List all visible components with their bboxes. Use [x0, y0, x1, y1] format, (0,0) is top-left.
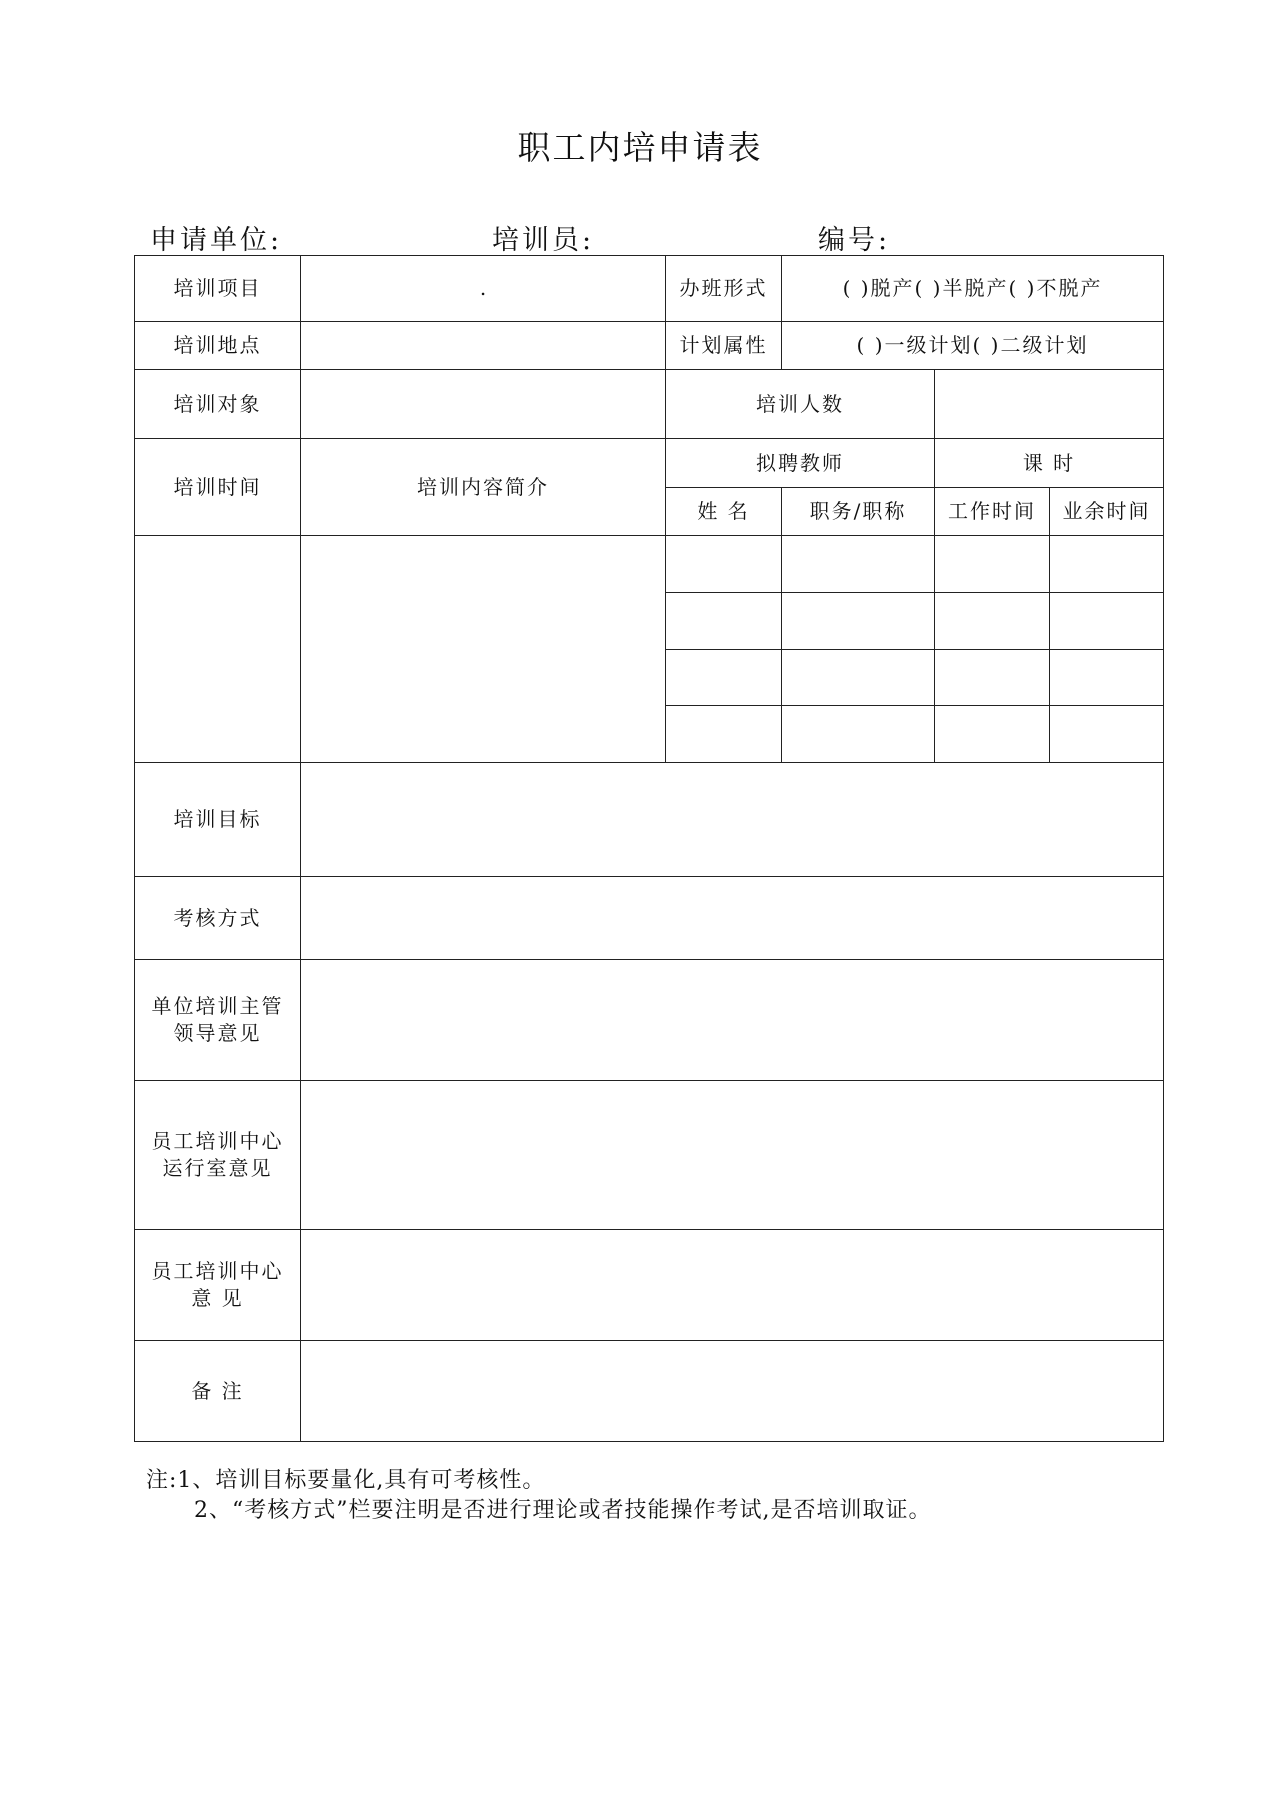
unit-leader-opinion-line1: 单位培训主管 — [151, 994, 284, 1018]
footnotes — [146, 1466, 932, 1526]
training-time-label: 培训时间 — [135, 439, 301, 536]
training-target-label: 培训对象 — [135, 370, 301, 439]
footnote-1: 注:1、培训目标要量化,具有可考核性。 — [146, 1468, 546, 1493]
teacher-position-cell[interactable] — [782, 593, 935, 650]
unit-leader-opinion-field[interactable] — [301, 960, 1164, 1081]
operations-office-opinion-label — [135, 1081, 301, 1230]
training-content-field[interactable] — [301, 536, 666, 763]
applicant-unit-label: 申请单位: — [150, 225, 283, 256]
plan-attribute-options[interactable]: ( )一级计划( )二级计划 — [782, 322, 1164, 370]
spare-time-cell[interactable] — [1050, 706, 1164, 763]
operations-office-opinion-field[interactable] — [301, 1081, 1164, 1230]
training-center-opinion-field[interactable] — [301, 1230, 1164, 1341]
teacher-position-header: 职务/职称 — [782, 488, 935, 536]
training-center-opinion-label — [135, 1230, 301, 1341]
serial-number-label: 编号: — [818, 225, 891, 256]
training-project-field[interactable]: . — [301, 256, 666, 322]
work-time-cell[interactable] — [935, 593, 1050, 650]
teacher-name-header: 姓 名 — [666, 488, 782, 536]
assessment-method-label: 考核方式 — [135, 877, 301, 960]
spare-time-header: 业余时间 — [1050, 488, 1164, 536]
spare-time-cell[interactable] — [1050, 593, 1164, 650]
training-goal-label: 培训目标 — [135, 763, 301, 877]
unit-leader-opinion-label — [135, 960, 301, 1081]
work-time-cell[interactable] — [935, 650, 1050, 706]
work-time-cell[interactable] — [935, 706, 1050, 763]
spare-time-cell[interactable] — [1050, 650, 1164, 706]
work-time-cell[interactable] — [935, 536, 1050, 593]
class-form-options[interactable]: ( )脱产( )半脱产( )不脱产 — [782, 256, 1164, 322]
trainee-count-label: 培训人数 — [666, 370, 935, 439]
training-time-field[interactable] — [135, 536, 301, 763]
teacher-position-cell[interactable] — [782, 650, 935, 706]
plan-attribute-label: 计划属性 — [666, 322, 782, 370]
operations-office-opinion-line2: 运行室意见 — [162, 1156, 273, 1180]
trainer-label: 培训员: — [492, 225, 595, 256]
teacher-position-cell[interactable] — [782, 706, 935, 763]
class-form-label: 办班形式 — [666, 256, 782, 322]
training-target-field[interactable] — [301, 370, 666, 439]
training-goal-field[interactable] — [301, 763, 1164, 877]
application-form-table — [134, 255, 1164, 1442]
training-center-opinion-line2: 意 见 — [191, 1286, 244, 1310]
spare-time-cell[interactable] — [1050, 536, 1164, 593]
training-location-label: 培训地点 — [135, 322, 301, 370]
remarks-field[interactable] — [301, 1341, 1164, 1442]
unit-leader-opinion-line2: 领导意见 — [173, 1021, 262, 1045]
class-hours-label: 课 时 — [935, 439, 1164, 488]
teacher-name-cell[interactable] — [666, 593, 782, 650]
teacher-name-cell[interactable] — [666, 536, 782, 593]
operations-office-opinion-line1: 员工培训中心 — [151, 1129, 284, 1153]
trainee-count-field[interactable] — [935, 370, 1164, 439]
footnote-2: 2、“考核方式”栏要注明是否进行理论或者技能操作考试,是否培训取证。 — [194, 1498, 932, 1523]
work-time-header: 工作时间 — [935, 488, 1050, 536]
training-center-opinion-line1: 员工培训中心 — [151, 1259, 284, 1283]
training-content-label: 培训内容简介 — [301, 439, 666, 536]
teacher-position-cell[interactable] — [782, 536, 935, 593]
page-title: 职工内培申请表 — [517, 128, 763, 167]
teacher-name-cell[interactable] — [666, 650, 782, 706]
assessment-method-field[interactable] — [301, 877, 1164, 960]
training-location-field[interactable] — [301, 322, 666, 370]
training-project-label: 培训项目 — [135, 256, 301, 322]
proposed-teacher-label: 拟聘教师 — [666, 439, 935, 488]
remarks-label: 备 注 — [135, 1341, 301, 1442]
teacher-name-cell[interactable] — [666, 706, 782, 763]
